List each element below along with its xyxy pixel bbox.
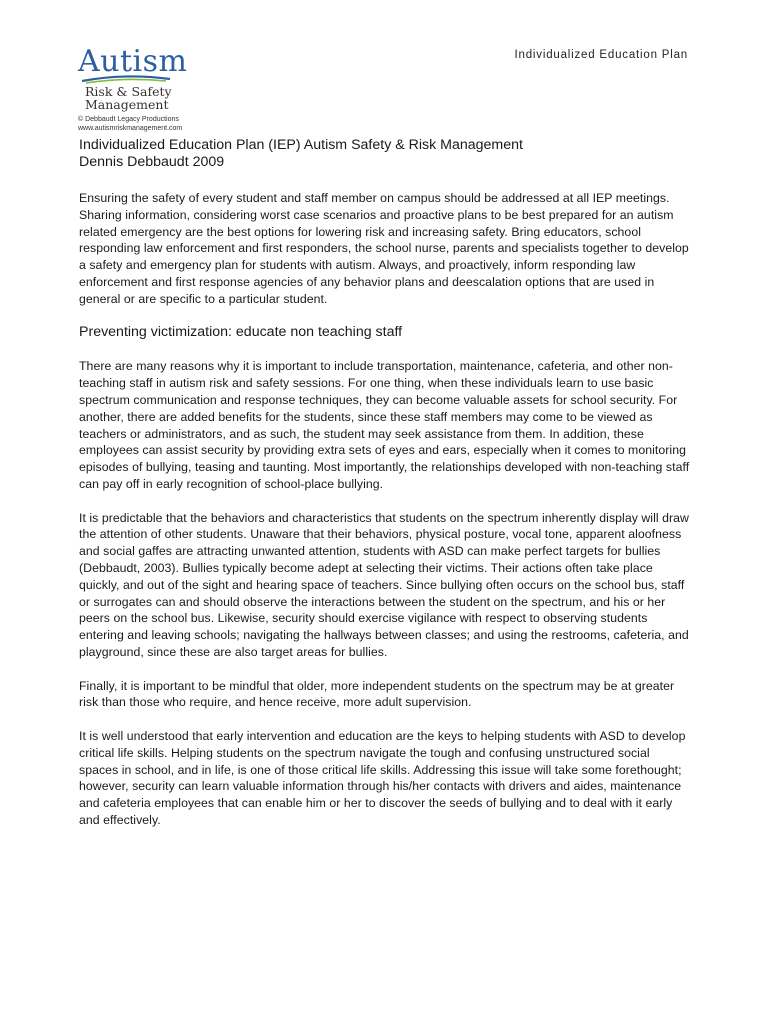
document-body	[79, 137, 691, 845]
document-title: Individualized Education Plan (IEP) Autism Safety & Risk Management	[79, 137, 523, 153]
logo-copyright: © Debbaudt Legacy Productions	[78, 116, 179, 123]
running-header: Individualized Education Plan	[514, 49, 688, 61]
body-paragraph: Finally, it is important to be mindful that older, more independent students on the spectrum may be at greater risk than those who require, and hence receive, more adult supervision.	[79, 678, 675, 710]
logo-line1: Risk & Safety	[85, 84, 172, 99]
logo-subtitle	[85, 85, 258, 111]
author-line: Dennis Debbaudt 2009	[79, 154, 225, 170]
logo-line2: Management	[85, 97, 169, 112]
logo-credits	[78, 115, 258, 133]
logo-word: Autism	[78, 44, 188, 79]
intro-paragraph: Ensuring the safety of every student and staff member on campus should be addressed at all IEP meetings. Sharing information, considering worst case scenarios and proactive plans to be best prepared for an autism related emergency are the best options for lowering risk and increasing safety. Bring educators, school responding law enforcement and first responders, the school nurse, parents and specialists together to develop a safety and emergency plan for students with autism. Always, and proactively, inform responding law enforcement and first response agencies of any behavior plans and deescalation options that are used in general or are specific to a particular student.	[79, 191, 689, 306]
body-paragraph: It is well understood that early intervention and education are the keys to helping students with ASD to develop critical life skills. Helping students on the spectrum navigate the tough and confusing unstructured social spaces in school, and in life, is one of those critical life skills. Addressing this issue will take some forethought; however, security can learn valuable information through his/her contacts with drivers and aides, maintenance and cafeteria employees that can enable him or her to discover the seeds of bullying and to deal with it early and effectively.	[79, 728, 686, 827]
body-paragraph: There are many reasons why it is important to include transportation, maintenance, cafeteria, and other non-teaching staff in autism risk and safety sessions. For one thing, when these individuals learn to use basic spectrum communication and response techniques, they can become valuable assets for school security. For another, there are added benefits for the students, since these staff members may come to be viewed as teachers or administrators, and as such, the student may seek assistance from them. In addition, these employees can assist security by providing extra sets of eyes and ears, especially when it comes to monitoring episodes of bullying, teasing and taunting. Most importantly, the relationships developed with non-teaching staff can pay off in early recognition of school-place bullying.	[79, 359, 690, 491]
logo-title	[78, 44, 258, 85]
section-heading: Preventing victimization: educate non teaching staff	[79, 324, 403, 341]
autism-risk-logo	[78, 44, 258, 133]
body-paragraph: It is predictable that the behaviors and characteristics that students on the spectrum inherently display will draw the attention of other students. Unaware that their behaviors, physical posture, vocal tone, apparent aloofness and social gaffes are attracting unwanted attention, students with ASD can make perfect targets for bullies (Debbaudt, 2003). Bullies typically become adept at selecting their victims. Their actions often take place quickly, and out of the sight and hearing space of teachers. Since bullying often occurs on the school bus, staff or surrogates can and should observe the interactions between the student on the spectrum, and his or her peers on the school bus. Likewise, security should exercise vigilance with respect to observing students entering and leaving schools; navigating the hallways between classes; and using the restrooms, cafeteria, and playground, since these are also target areas for bullies.	[79, 510, 689, 659]
swoosh-icon	[80, 74, 172, 84]
logo-website: www.autismriskmanagement.com	[78, 125, 183, 132]
